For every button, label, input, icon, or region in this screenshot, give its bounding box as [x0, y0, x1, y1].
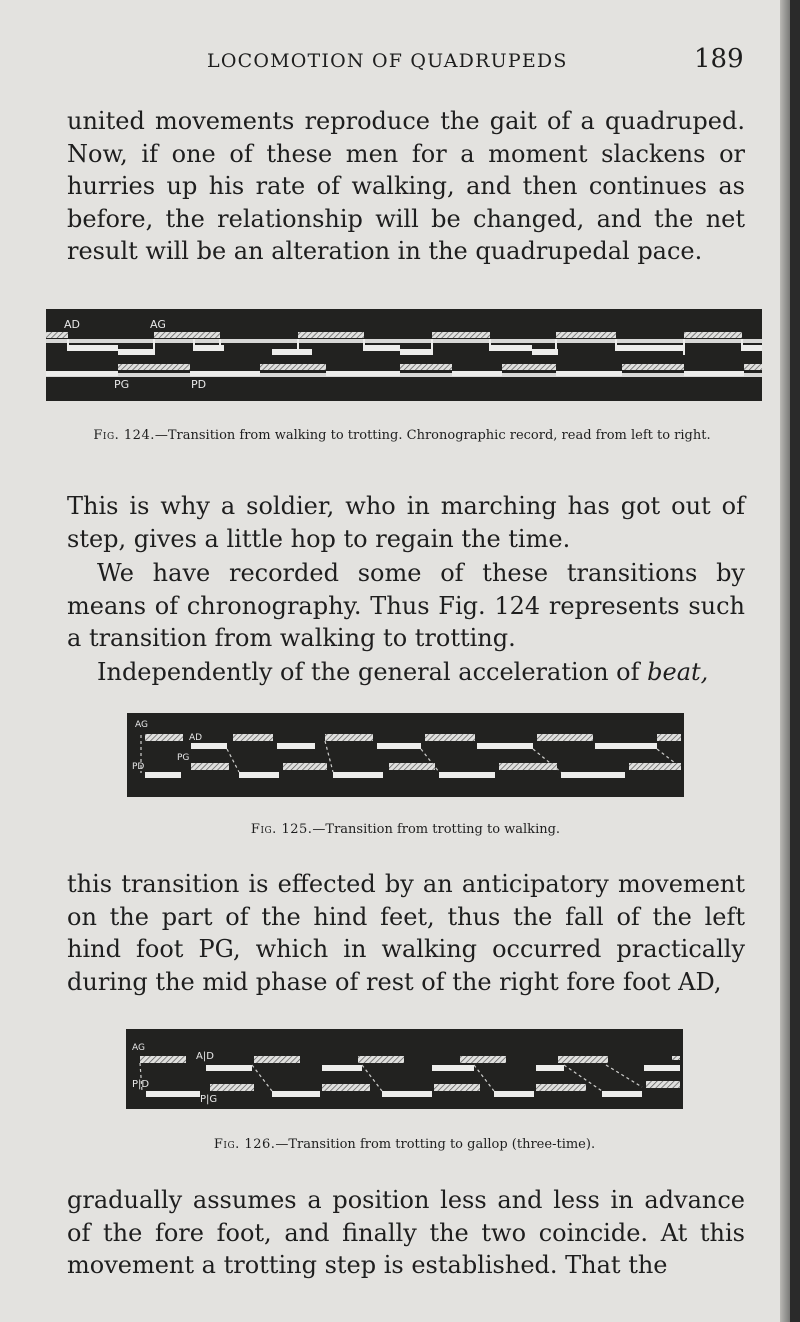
figure-126-label-ad: A|D: [196, 1051, 214, 1062]
figure-125-label-pd: PD: [132, 762, 145, 772]
figure-126-label-ag: AG: [132, 1043, 145, 1053]
figure-125-label-ad: AD: [189, 733, 203, 743]
figure-124-number: Fig. 124.: [93, 428, 155, 443]
figure-126-trace: [126, 1029, 683, 1109]
figure-124-trace: [46, 309, 762, 401]
figure-126-chronograph: [126, 1029, 683, 1109]
figure-126-caption: [126, 1136, 683, 1153]
figure-125-number: Fig. 125.: [250, 822, 313, 837]
figure-124-chronograph: [46, 309, 762, 401]
page-edge-shadow: [780, 0, 790, 1322]
paragraph-4-text: Independently of the general acceleration of: [97, 658, 648, 686]
figure-124-label-ag: AG: [150, 318, 166, 331]
figure-124-label-pg: PG: [114, 378, 130, 391]
figure-125-caption: [127, 821, 684, 838]
figure-126-caption-text: —Transition from trotting to gallop (three-time).: [275, 1137, 596, 1152]
page-header: [0, 44, 790, 78]
paragraph-3: We have recorded some of these transitions by means of chronography. Thus Fig. 124 represents such a transition from walking to trotting.: [67, 559, 745, 652]
figure-125-label-ag: AG: [135, 720, 148, 730]
figure-125-label-pg: PG: [177, 753, 190, 763]
running-title: LOCOMOTION OF QUADRUPEDS: [207, 50, 568, 72]
figure-125-chronograph: [127, 713, 684, 797]
figure-126-label-pd: P|D: [132, 1079, 150, 1090]
figure-126-number: Fig. 126.: [213, 1137, 276, 1152]
paragraph-4: [67, 656, 745, 689]
page-number: 189: [694, 44, 744, 74]
paragraph-2: This is why a soldier, who in marching has got out of step, gives a little hop to regain the time.: [67, 492, 745, 553]
figure-124-label-ad: AD: [64, 318, 80, 331]
figure-124-label-pd: PD: [191, 378, 207, 391]
figure-124-caption-text: —Transition from walking to trotting. Chronographic record, read from left to right.: [154, 428, 711, 443]
paragraph-6: gradually assumes a position less and less in advance of the fore foot, and finally the two coincide. At this movement a trotting step is established. That the: [67, 1186, 745, 1279]
paragraph-5: this transition is effected by an anticipatory movement on the part of the hind feet, thus the fall of the left hind foot PG, which in walking occurred practically during the mid phase of rest of the right fore foot AD,: [67, 870, 745, 996]
figure-124-caption: [64, 427, 740, 444]
figure-125-trace: [127, 713, 684, 797]
figure-126-label-pg: P|G: [200, 1094, 218, 1105]
emphasis-beat: beat,: [647, 658, 709, 686]
figure-125-caption-text: —Transition from trotting to walking.: [312, 822, 561, 837]
paragraph-1: united movements reproduce the gait of a quadruped. Now, if one of these men for a moment slackens or hurries up his rate of walking, and then continues as before, the relationship will be changed, and the net result will be an alteration in the quadrupedal pace.: [67, 107, 745, 265]
